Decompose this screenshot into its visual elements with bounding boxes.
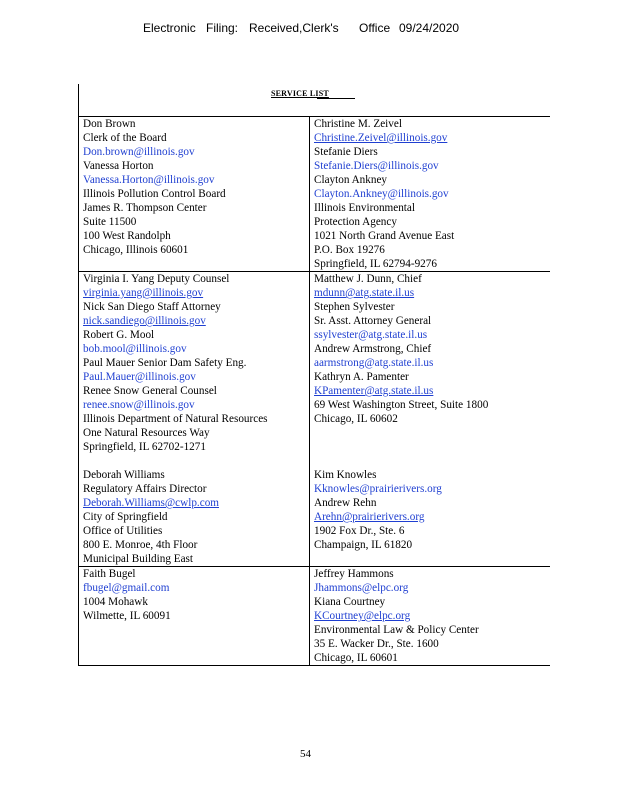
email-link[interactable]: fbugel@gmail.com [83, 582, 170, 594]
contact-line: Vanessa Horton [83, 160, 154, 172]
contact-line: Suite 11500 [83, 216, 137, 228]
contact-line: Regulatory Affairs Director [83, 483, 207, 495]
spacer [314, 426, 550, 440]
contact-line: Springfield, IL 62794-9276 [314, 258, 437, 270]
header-filing: Filing: [206, 21, 239, 35]
left-contact-cell [79, 567, 310, 666]
email-link[interactable]: Arehn@prairierivers.org [314, 511, 425, 523]
left-contact-cell [79, 272, 310, 567]
contact-line: Matthew J. Dunn, Chief [314, 273, 422, 285]
contact-line: Faith Bugel [83, 568, 136, 580]
right-contact-cell [310, 272, 551, 567]
email-link[interactable]: Kknowles@prairierivers.org [314, 483, 442, 495]
contact-line: Stefanie Diers [314, 146, 378, 158]
email-link[interactable]: bob.mool@illinois.gov [83, 343, 187, 355]
email-link[interactable]: renee.snow@illinois.gov [83, 399, 195, 411]
right-contact-cell [310, 567, 551, 666]
email-link[interactable]: Jhammons@elpc.org [314, 582, 409, 594]
contact-line: Illinois Pollution Control Board [83, 188, 226, 200]
right-contact-cell [310, 117, 551, 272]
contact-line: Paul Mauer Senior Dam Safety Eng. [83, 357, 247, 369]
spacer [314, 440, 550, 454]
contact-line: Renee Snow General Counsel [83, 385, 217, 397]
contact-line: Virginia I. Yang Deputy Counsel [83, 273, 230, 285]
table-frame-line [78, 84, 79, 116]
email-link[interactable]: Deborah.Williams@cwlp.com [83, 497, 219, 509]
email-link[interactable]: Paul.Mauer@illinois.gov [83, 371, 196, 383]
email-link[interactable]: nick.sandiego@illinois.gov [83, 315, 206, 327]
email-link[interactable]: Vanessa.Horton@illinois.gov [83, 174, 215, 186]
email-link[interactable]: Christine.Zeivel@illinois.gov [314, 132, 448, 144]
contact-line: Christine M. Zeivel [314, 118, 402, 130]
contact-line: Office of Utilities [83, 525, 163, 537]
contact-line: Municipal Building East [83, 553, 194, 565]
contact-line: 69 West Washington Street, Suite 1800 [314, 399, 489, 411]
contact-line: 1902 Fox Dr., Ste. 6 [314, 525, 405, 537]
contact-line: 1021 North Grand Avenue East [314, 230, 455, 242]
contact-line: Chicago, Illinois 60601 [83, 244, 189, 256]
table-row [79, 117, 551, 272]
page-number: 54 [300, 748, 311, 760]
contact-line: Champaign, IL 61820 [314, 539, 413, 551]
service-list-table [78, 116, 550, 666]
email-link[interactable]: Stefanie.Diers@illinois.gov [314, 160, 439, 172]
email-link[interactable]: aarmstrong@atg.state.il.us [314, 357, 434, 369]
contact-line: 100 West Randolph [83, 230, 171, 242]
contact-line: Andrew Rehn [314, 497, 377, 509]
email-link[interactable]: KPamenter@atg.state.il.us [314, 385, 434, 397]
contact-line: Illinois Department of Natural Resources [83, 413, 268, 425]
table-row [79, 567, 551, 666]
contact-line: James R. Thompson Center [83, 202, 207, 214]
contact-line: P.O. Box 19276 [314, 244, 385, 256]
table-row [79, 272, 551, 567]
contact-line: One Natural Resources Way [83, 427, 210, 439]
contact-line: 800 E. Monroe, 4th Floor [83, 539, 198, 551]
spacer [83, 454, 309, 468]
contact-line: Kiana Courtney [314, 596, 386, 608]
contact-line: Springfield, IL 62702-1271 [83, 441, 206, 453]
email-link[interactable]: Don.brown@illinois.gov [83, 146, 195, 158]
contact-line: 35 E. Wacker Dr., Ste. 1600 [314, 638, 439, 650]
contact-line: Illinois Environmental [314, 202, 415, 214]
header-office: Office [359, 21, 391, 35]
contact-line: Nick San Diego Staff Attorney [83, 301, 221, 313]
contact-line: Kathryn A. Pamenter [314, 371, 409, 383]
contact-line: Kim Knowles [314, 469, 377, 481]
email-link[interactable]: KCourtney@elpc.org [314, 610, 411, 622]
contact-line: Don Brown [83, 118, 136, 130]
header-received: Received,Clerk's [249, 21, 339, 35]
contact-line: Deborah Williams [83, 469, 165, 481]
email-link[interactable]: ssylvester@atg.state.il.us [314, 329, 428, 341]
contact-line: Clayton Ankney [314, 174, 388, 186]
contact-line: Robert G. Mool [83, 329, 155, 341]
contact-line: Clerk of the Board [83, 132, 167, 144]
contact-line: Jeffrey Hammons [314, 568, 394, 580]
service-list-title: SERVICE LIST [271, 89, 329, 98]
contact-line: Stephen Sylvester [314, 301, 395, 313]
header-date: 09/24/2020 [399, 21, 460, 35]
contact-line: Andrew Armstrong, Chief [314, 343, 432, 355]
contact-line: Chicago, IL 60601 [314, 652, 398, 664]
title-underline [317, 98, 355, 99]
email-link[interactable]: Clayton.Ankney@illinois.gov [314, 188, 449, 200]
contact-line: Wilmette, IL 60091 [83, 610, 171, 622]
email-link[interactable]: mdunn@atg.state.il.us [314, 287, 415, 299]
header-electronic: Electronic [143, 21, 196, 35]
contact-line: Chicago, IL 60602 [314, 413, 398, 425]
contact-line: Sr. Asst. Attorney General [314, 315, 432, 327]
contact-line: Protection Agency [314, 216, 397, 228]
spacer [314, 454, 550, 468]
contact-line: City of Springfield [83, 511, 168, 523]
left-contact-cell [79, 117, 310, 272]
email-link[interactable]: virginia.yang@illinois.gov [83, 287, 204, 299]
contact-line: 1004 Mohawk [83, 596, 148, 608]
contact-line: Environmental Law & Policy Center [314, 624, 479, 636]
